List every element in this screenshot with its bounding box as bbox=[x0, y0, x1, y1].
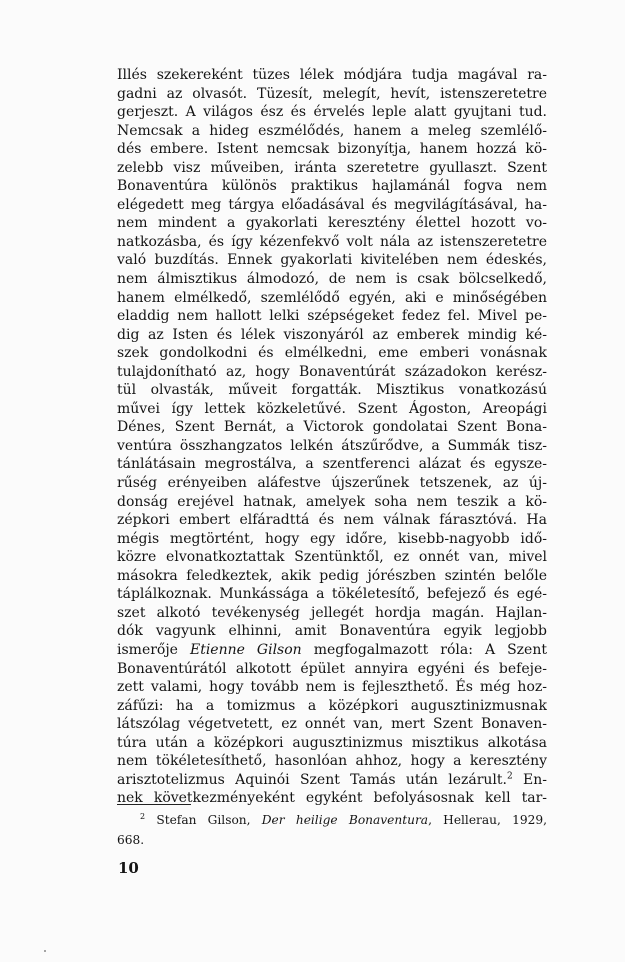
footnote-title: Der heilige Bonaventura bbox=[261, 813, 429, 827]
text-line: tül olvasták, műveit forgatták. Misztikus vonatkozású bbox=[117, 382, 547, 399]
text-line: elégedett meg tárgya előadásával és megvilágításával, ha- bbox=[117, 196, 547, 213]
footnote-line bbox=[117, 810, 547, 830]
text-fragment: arisztotelizmus Aquinói Szent Tamás után lezárult. bbox=[117, 771, 507, 788]
text-fragment: ismerője bbox=[117, 641, 190, 658]
footnote-publisher: , Hellerau, 1929, bbox=[428, 813, 547, 827]
text-line: másokra feledkeztek, akik pedig jórészben szintén belőle bbox=[117, 567, 547, 584]
footnote-reference[interactable]: 2 bbox=[506, 771, 513, 782]
text-line: szek gondolkodni és elmélkedni, eme emberi vonásnak bbox=[117, 345, 547, 362]
text-line: gerjeszt. A világos ész és érvelés leple alatt gyujtani tud. bbox=[117, 104, 547, 121]
text-line: közre elvonatkoztattak Szentünktől, ez onnét van, mivel bbox=[117, 549, 547, 566]
text-line: nek következményeként egyként befolyásosnak kell tar- bbox=[117, 790, 547, 807]
text-line: dig az Isten és lélek viszonyáról az emberek mindig ké- bbox=[117, 326, 547, 343]
footnote bbox=[117, 810, 547, 850]
text-line: táplálkoznak. Munkássága a tökéletesítő, befejező és egé- bbox=[117, 586, 547, 603]
text-line: látszólag végetvetett, ez onnét van, mert Szent Bonaven- bbox=[117, 716, 547, 733]
text-line: nem álmisztikus álmodozó, de nem is csak bölcselkedő, bbox=[117, 271, 547, 288]
text-fragment: megfogalmazott róla: A Szent bbox=[301, 641, 547, 658]
text-line: szet alkotó tevékenység jellegét hordja magán. Hajlan- bbox=[117, 604, 547, 621]
text-line: Dénes, Szent Bernát, a Victorok gondolatai Szent Bona- bbox=[117, 419, 547, 436]
text-line: zelebb visz műveiben, iránta szeretetre gyullaszt. Szent bbox=[117, 159, 547, 176]
text-line: hanem elmélkedő, szemlélődő egyén, aki e minőségében bbox=[117, 289, 547, 306]
text-line: való buzdítás. Ennek gyakorlati kivitelében nem édeskés, bbox=[117, 252, 547, 269]
text-line: tánlátásain megrostálva, a szentferenci alázat és egysze- bbox=[117, 456, 547, 473]
scan-speck bbox=[44, 950, 46, 952]
body-text bbox=[117, 66, 547, 808]
text-line: dók vagyunk elhinni, amit Bonaventúra egyik legjobb bbox=[117, 623, 547, 640]
italic-name: Etienne Gilson bbox=[189, 641, 302, 658]
page-number: 10 bbox=[118, 859, 139, 877]
text-line: zépkori embert elfáradttá és nem válnak fárasztóvá. Ha bbox=[117, 512, 547, 529]
text-line: gadni az olvasót. Tüzesít, melegít, hevít, istenszeretetre bbox=[117, 85, 547, 102]
text-line: nem mindent a gyakorlati keresztény élettel hozott vo- bbox=[117, 215, 547, 232]
footnote-divider bbox=[117, 804, 191, 805]
text-line: Illés szekereként tüzes lélek módjára tudja magával ra- bbox=[117, 67, 547, 83]
text-line: túra után a középkori augusztinizmus misztikus alkotása bbox=[117, 734, 547, 751]
text-fragment: En- bbox=[512, 771, 547, 788]
text-line: rűség erényeiben aláfestve újszerűnek tetszenek, az új- bbox=[117, 475, 547, 492]
text-line: dés embere. Istent nemcsak bizonyítja, hanem hozzá kö- bbox=[117, 141, 547, 158]
footnote-mark: 2 bbox=[140, 811, 146, 821]
text-line: eladdig nem hallott lelki szépségeket fedez fel. Mivel pe- bbox=[117, 308, 547, 325]
text-line: ventúra összhangzatos lelkén átszűrődve, a Summák tisz- bbox=[117, 437, 547, 454]
text-line: tulajdonítható az, hogy Bonaventúrát századokon kerész- bbox=[117, 363, 547, 380]
footnote-line: 668. bbox=[117, 833, 145, 847]
text-line: Bonaventúra különös praktikus hajlamánál fogva nem bbox=[117, 178, 547, 195]
text-line: záfűzi: ha a tomizmus a középkori augusztinizmusnak bbox=[117, 697, 547, 714]
text-line-with-footnote-ref bbox=[117, 771, 547, 790]
text-line: nem tökéletesíthető, hasonlóan ahhoz, hogy a keresztény bbox=[117, 753, 547, 770]
text-line: mégis megtörtént, hogy egy időre, kisebb-nagyobb idő- bbox=[117, 530, 547, 547]
text-line: natkozásba, és így kézenfekvő volt nála az istenszeretetre bbox=[117, 233, 547, 250]
text-line-with-italic bbox=[117, 641, 547, 660]
text-line: zett valami, hogy tovább nem is fejleszthető. És még hoz- bbox=[117, 679, 547, 696]
text-line: donság erejével hatnak, amelyek soha nem teszik a kö- bbox=[117, 493, 547, 510]
footnote-author: Stefan Gilson, bbox=[145, 813, 262, 827]
text-line: Bonaventúrától alkotott épület annyira egyéni és befeje- bbox=[117, 660, 547, 677]
text-line: Nemcsak a hideg eszmélődés, hanem a meleg szemlélő- bbox=[117, 122, 547, 139]
text-line: művei így lettek közkeletűvé. Szent Ágoston, Areopági bbox=[117, 400, 547, 417]
